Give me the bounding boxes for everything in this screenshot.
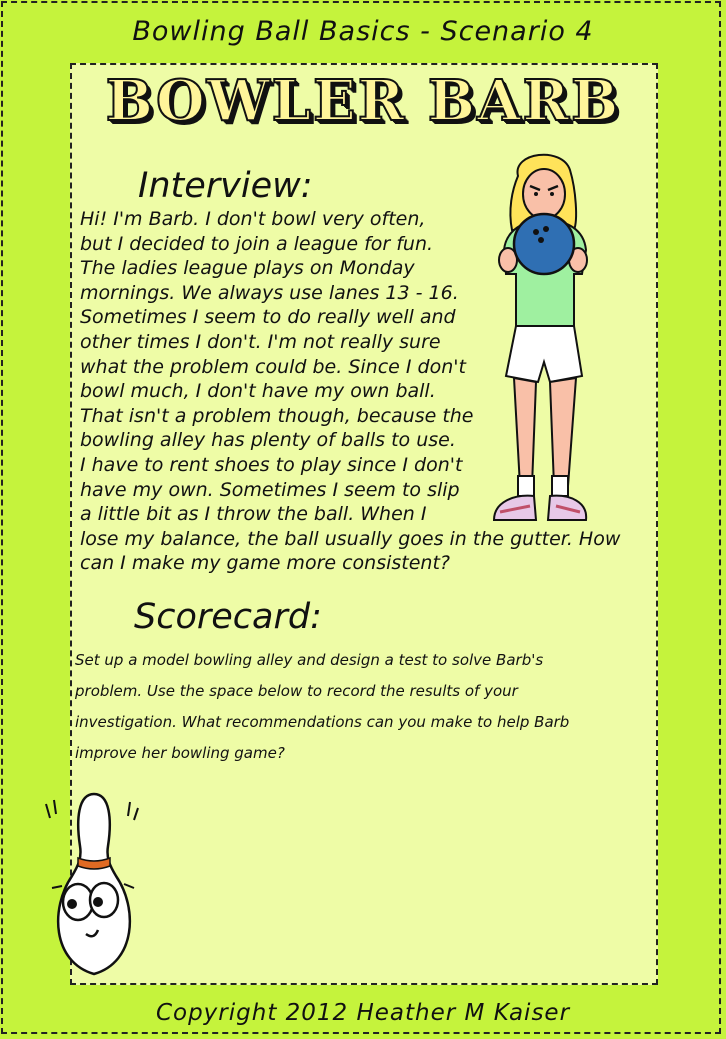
interview-line: can I make my game more consistent? — [80, 552, 451, 575]
scorecard-line: improve her bowling game? — [75, 744, 285, 762]
interview-line: mornings. We always use lanes 13 - 16. — [80, 281, 459, 304]
interview-line: a little bit as I throw the ball. When I — [80, 503, 427, 526]
copyright-footer: Copyright 2012 Heather M Kaiser — [155, 1000, 571, 1026]
scorecard-line: investigation. What recommendations can you make to help Barb — [75, 713, 570, 731]
scorecard-line: Set up a model bowling alley and design a test to solve Barb's — [75, 651, 544, 669]
interview-line: what the problem could be. Since I don't — [80, 355, 466, 378]
card-title: BOWLER BARB — [105, 68, 621, 134]
bowling-pin-mascot — [38, 790, 150, 980]
interview-line: but I decided to join a league for fun. — [80, 232, 434, 255]
interview-line: bowl much, I don't have my own ball. — [80, 380, 436, 403]
interview-line: That isn't a problem though, because the — [80, 404, 474, 427]
scorecard-instructions — [75, 645, 655, 769]
interview-line: other times I don't. I'm not really sure — [80, 330, 441, 353]
interview-line: Hi! I'm Barb. I don't bowl very often, — [80, 208, 426, 230]
interview-line: lose my balance, the ball usually goes in the gutter. How — [80, 527, 621, 550]
scorecard-heading: Scorecard: — [134, 597, 322, 637]
interview-line: I have to rent shoes to play since I don't — [80, 453, 463, 476]
interview-heading: Interview: — [138, 166, 313, 206]
interview-line: Sometimes I seem to do really well and — [80, 306, 456, 329]
interview-line: bowling alley has plenty of balls to use. — [80, 429, 456, 452]
interview-line: The ladies league plays on Monday — [80, 257, 415, 280]
interview-line: have my own. Sometimes I seem to slip — [80, 478, 460, 501]
scorecard-line: problem. Use the space below to record the results of your — [75, 682, 518, 700]
page-header-title: Bowling Ball Basics - Scenario 4 — [132, 16, 594, 47]
bowler-barb-illustration — [490, 150, 590, 532]
